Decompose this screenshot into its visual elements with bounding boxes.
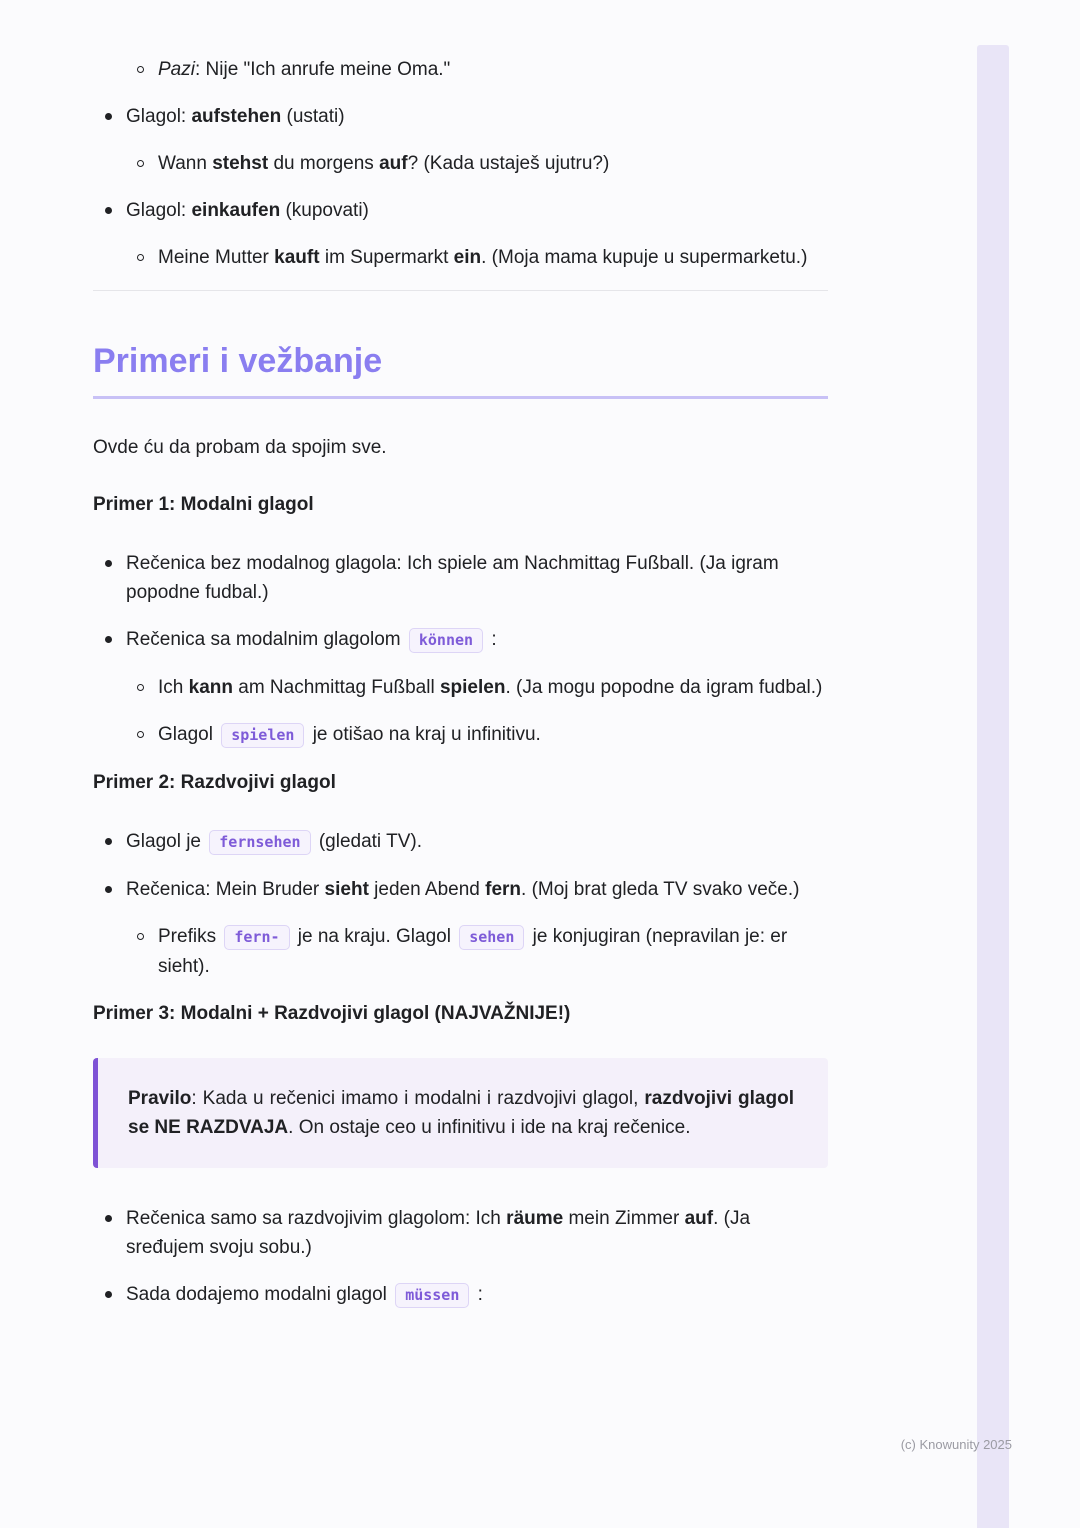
text-segment: ? (Kada ustaješ ujutru?) bbox=[407, 153, 610, 174]
bullet-text bbox=[158, 673, 828, 702]
bullet-item bbox=[93, 1280, 828, 1310]
bullet-disc-icon bbox=[105, 560, 112, 567]
sub-bullet-item bbox=[93, 243, 828, 272]
text-segment: Rečenica bez modalnog glagola: Ich spiele am Nachmittag Fußball. (Ja igram popodne fudbal.) bbox=[126, 553, 779, 603]
text-segment: . On ostaje ceo u infinitivu i ide na kraj rečenice. bbox=[288, 1117, 691, 1138]
text-segment: kann bbox=[188, 677, 233, 698]
text-segment: kauft bbox=[274, 247, 320, 268]
sub-bullet-item bbox=[93, 149, 828, 178]
sub-bullet-item bbox=[93, 720, 828, 750]
text-segment: ein bbox=[453, 247, 482, 268]
bullet-circle-icon bbox=[137, 731, 144, 738]
bullet-text bbox=[126, 1204, 828, 1262]
bullet-text bbox=[126, 1280, 828, 1310]
callout-text bbox=[128, 1084, 794, 1142]
text-segment: Glagol: bbox=[126, 200, 192, 221]
bullet-item bbox=[93, 625, 828, 655]
text-segment: Prefiks bbox=[158, 926, 222, 947]
text-segment: Wann bbox=[158, 153, 213, 174]
text-segment: : Kada u rečenici imamo i modalni i razdvojivi glagol, bbox=[191, 1088, 645, 1109]
subheading: Primer 3: Modalni + Razdvojivi glagol (NAJVAŽNIJE!) bbox=[93, 1003, 571, 1024]
text-segment: Glagol bbox=[158, 724, 219, 745]
text-segment: Pazi bbox=[158, 59, 195, 80]
section-heading: Primeri i vežbanje bbox=[93, 341, 828, 399]
sub-bullet-item bbox=[93, 673, 828, 702]
rule-callout bbox=[93, 1058, 828, 1168]
text-segment: jeden Abend bbox=[368, 879, 486, 900]
subheading: Primer 2: Razdvojivi glagol bbox=[93, 772, 336, 793]
bullet-text bbox=[158, 243, 828, 272]
text-segment: : Nije "Ich anrufe meine Oma." bbox=[194, 59, 451, 80]
text-segment: je otišao na kraj u infinitivu. bbox=[307, 724, 541, 745]
text-segment: . (Moja mama kupuje u supermarketu.) bbox=[481, 247, 808, 268]
bullet-circle-icon bbox=[137, 66, 144, 73]
text-segment: je konjugiran (nepravilan je: er sieht). bbox=[158, 926, 788, 977]
bullet-disc-icon bbox=[105, 1291, 112, 1298]
text-segment: Glagol: bbox=[126, 106, 192, 127]
text-segment: Rečenica: Mein Bruder bbox=[126, 879, 325, 900]
paragraph bbox=[93, 433, 828, 462]
text-segment: . (Ja mogu popodne da igram fudbal.) bbox=[505, 677, 823, 698]
bullet-text bbox=[126, 875, 828, 904]
text-segment: je na kraju. Glagol bbox=[292, 926, 457, 947]
text-segment: Glagol je bbox=[126, 831, 207, 852]
bullet-circle-icon bbox=[137, 684, 144, 691]
text-segment: auf bbox=[379, 153, 408, 174]
inline-code-chip: müssen bbox=[395, 1283, 469, 1308]
bullet-text bbox=[126, 196, 828, 225]
text-segment: (gledati TV). bbox=[313, 831, 422, 852]
inline-code-chip: spielen bbox=[221, 723, 304, 748]
text-segment: Rečenica sa modalnim glagolom bbox=[126, 629, 406, 650]
scrollbar-track[interactable] bbox=[977, 45, 1009, 1528]
bullet-text bbox=[126, 625, 828, 655]
text-segment: razdvojivi glagol se NE RAZDVAJA bbox=[128, 1088, 794, 1138]
inline-code-chip: können bbox=[409, 628, 483, 653]
bullet-disc-icon bbox=[105, 113, 112, 120]
bullet-item bbox=[93, 827, 828, 857]
text-segment: (ustati) bbox=[281, 106, 345, 127]
bullet-disc-icon bbox=[105, 886, 112, 893]
bullet-item bbox=[93, 549, 828, 607]
text-segment: Sada dodajemo modalni glagol bbox=[126, 1284, 393, 1305]
text-segment: einkaufen bbox=[191, 200, 281, 221]
text-segment: im Supermarkt bbox=[319, 247, 454, 268]
text-segment: fern bbox=[485, 879, 522, 900]
inline-code-chip: fernsehen bbox=[209, 830, 310, 855]
text-segment: sieht bbox=[324, 879, 369, 900]
text-segment: . (Ja sređujem svoju sobu.) bbox=[126, 1208, 751, 1258]
text-segment: stehst bbox=[212, 153, 269, 174]
text-segment: du morgens bbox=[268, 153, 380, 174]
text-segment: auf bbox=[684, 1208, 714, 1229]
bullet-text bbox=[126, 827, 828, 857]
text-segment: mein Zimmer bbox=[563, 1208, 685, 1229]
bullet-text bbox=[126, 549, 828, 607]
bullet-disc-icon bbox=[105, 1215, 112, 1222]
text-segment: . (Moj brat gleda TV svako veče.) bbox=[521, 879, 800, 900]
bullet-disc-icon bbox=[105, 838, 112, 845]
bullet-item bbox=[93, 196, 828, 225]
watermark: (c) Knowunity 2025 bbox=[900, 1437, 1012, 1452]
bullet-disc-icon bbox=[105, 207, 112, 214]
text-segment: spielen bbox=[439, 677, 506, 698]
bullet-text bbox=[126, 102, 828, 131]
sub-bullet-item bbox=[93, 922, 828, 981]
text-segment: Meine Mutter bbox=[158, 247, 275, 268]
bullet-text bbox=[158, 55, 828, 84]
section-divider bbox=[93, 290, 828, 291]
text-segment: Rečenica samo sa razdvojivim glagolom: Ich bbox=[126, 1208, 507, 1229]
bullet-item bbox=[93, 1204, 828, 1262]
bullet-text bbox=[158, 922, 828, 981]
bullet-item bbox=[93, 102, 828, 131]
bullet-text bbox=[158, 149, 828, 178]
text-segment: Ovde ću da probam da spojim sve. bbox=[93, 437, 387, 458]
document-content bbox=[93, 55, 828, 1328]
text-segment: aufstehen bbox=[191, 106, 282, 127]
text-segment: : bbox=[472, 1284, 483, 1305]
inline-code-chip: fern- bbox=[224, 925, 289, 950]
bullet-circle-icon bbox=[137, 160, 144, 167]
text-segment: (kupovati) bbox=[280, 200, 369, 221]
bullet-item bbox=[93, 875, 828, 904]
bullet-text bbox=[158, 720, 828, 750]
text-segment: Pravilo bbox=[128, 1088, 192, 1109]
bullet-circle-icon bbox=[137, 254, 144, 261]
bullet-circle-icon bbox=[137, 933, 144, 940]
sub-bullet-item bbox=[93, 55, 828, 84]
text-segment: räume bbox=[506, 1208, 564, 1229]
inline-code-chip: sehen bbox=[459, 925, 524, 950]
text-segment: Ich bbox=[158, 677, 189, 698]
subheading: Primer 1: Modalni glagol bbox=[93, 494, 314, 515]
bullet-disc-icon bbox=[105, 636, 112, 643]
text-segment: : bbox=[486, 629, 497, 650]
text-segment: am Nachmittag Fußball bbox=[232, 677, 440, 698]
